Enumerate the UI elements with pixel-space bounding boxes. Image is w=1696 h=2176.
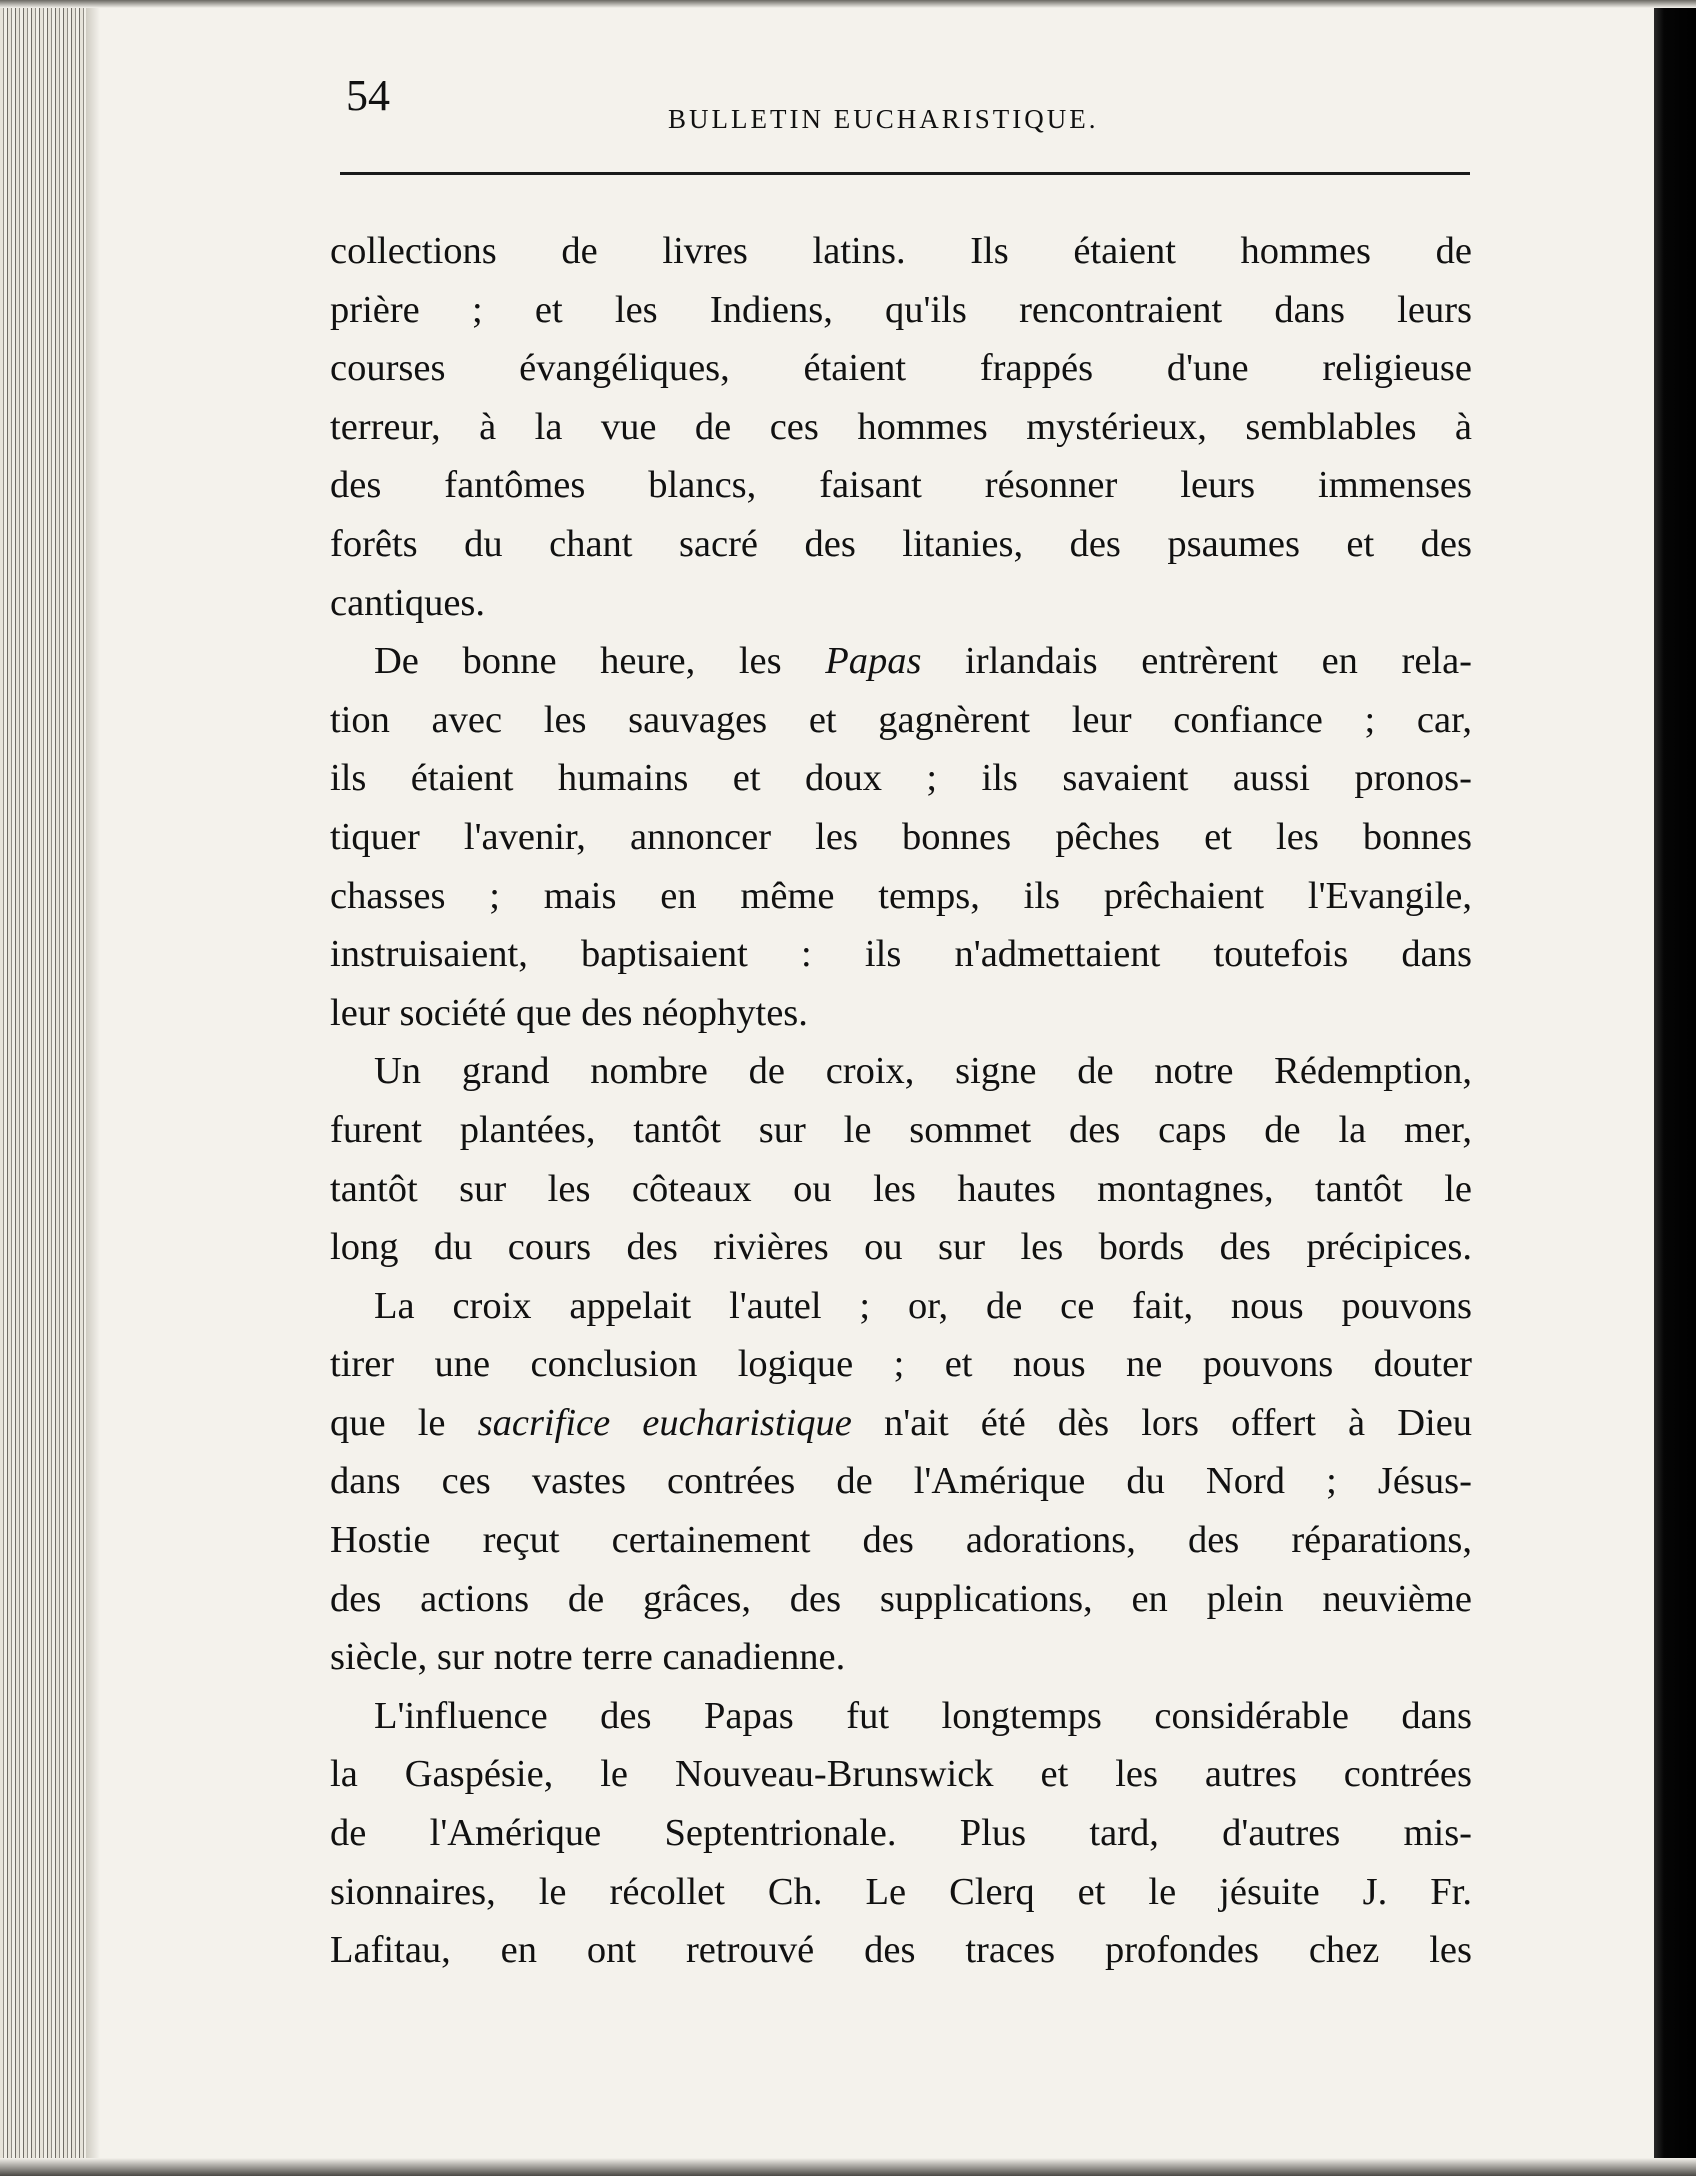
text-line: sionnaires, le récollet Ch. Le Clerq et le jésuite J. Fr.: [330, 1870, 1472, 1913]
text-line: la Gaspésie, le Nouveau-Brunswick et les autres contrées: [330, 1753, 1472, 1796]
text-line: prière ; et les Indiens, qu'ils rencontraient dans leurs: [330, 288, 1472, 331]
text-line: La croix appelait l'autel ; or, de ce fait, nous pouvons: [374, 1284, 1472, 1327]
text-line: ils étaient humains et doux ; ils savaient aussi pronos-: [330, 757, 1472, 800]
top-page-edge: [0, 0, 1696, 8]
paragraph: [330, 632, 1472, 1042]
text-line: courses évangéliques, étaient frappés d'une religieuse: [330, 347, 1472, 390]
page-block-edges: [0, 0, 100, 2176]
text-line: instruisaient, baptisaient : ils n'admettaient toutefois dans: [330, 933, 1472, 976]
text-line: Hostie reçut certainement des adorations, des réparations,: [330, 1519, 1472, 1562]
italic-run: Papas: [825, 640, 922, 683]
text-line: leur société que des néophytes.: [330, 991, 808, 1034]
text-line: des fantômes blancs, faisant résonner leurs immenses: [330, 464, 1472, 507]
text-line: collections de livres latins. Ils étaient hommes de: [330, 230, 1472, 272]
bottom-page-edge: [0, 2158, 1696, 2176]
text-line: L'influence des Papas fut longtemps considérable dans: [374, 1694, 1472, 1737]
text-line: de l'Amérique Septentrionale. Plus tard, d'autres mis-: [330, 1812, 1472, 1855]
text-line: long du cours des rivières ou sur les bords des précipices.: [330, 1226, 1472, 1269]
text-line: Lafitau, en ont retrouvé des traces profondes chez les: [330, 1929, 1472, 1972]
text-line: cantiques.: [330, 581, 486, 624]
text-line: chasses ; mais en même temps, ils prêchaient l'Evangile,: [330, 874, 1472, 917]
text-run: que le: [330, 1401, 446, 1444]
text-line: forêts du chant sacré des litanies, des psaumes et des: [330, 522, 1472, 565]
text-run: De bonne heure, les: [374, 640, 782, 683]
text-line: tantôt sur les côteaux ou les hautes montagnes, tantôt le: [330, 1167, 1472, 1210]
text-line: [330, 632, 1472, 691]
text-line: dans ces vastes contrées de l'Amérique du Nord ; Jésus-: [330, 1460, 1472, 1503]
text-run: n'ait été dès lors offert à Dieu: [884, 1401, 1472, 1444]
page-number: 54: [346, 71, 390, 120]
paragraph: [330, 1687, 1472, 1980]
text-line: terreur, à la vue de ces hommes mystérieux, semblables à: [330, 405, 1472, 448]
text-line: des actions de grâces, des supplications, en plein neuvième: [330, 1577, 1472, 1620]
paragraph: [330, 1042, 1472, 1276]
text-line: [330, 1394, 1472, 1453]
body-text: [330, 222, 1472, 1980]
text-line: furent plantées, tantôt sur le sommet des caps de la mer,: [330, 1108, 1472, 1151]
text-run: irlandais entrèrent en rela-: [965, 640, 1472, 683]
text-line: tion avec les sauvages et gagnèrent leur confiance ; car,: [330, 698, 1472, 741]
text-line: siècle, sur notre terre canadienne.: [330, 1636, 846, 1679]
header-rule: [340, 172, 1470, 175]
book-binding: [1654, 0, 1696, 2176]
text-line: Un grand nombre de croix, signe de notre Rédemption,: [374, 1050, 1472, 1093]
paragraph: [330, 1277, 1472, 1687]
paragraph: [330, 222, 1472, 632]
running-title: BULLETIN EUCHARISTIQUE.: [668, 104, 1099, 134]
italic-run: sacrifice eucharistique: [477, 1401, 852, 1444]
text-line: tirer une conclusion logique ; et nous ne pouvons douter: [330, 1343, 1472, 1386]
text-line: tiquer l'avenir, annoncer les bonnes pêches et les bonnes: [330, 815, 1472, 858]
